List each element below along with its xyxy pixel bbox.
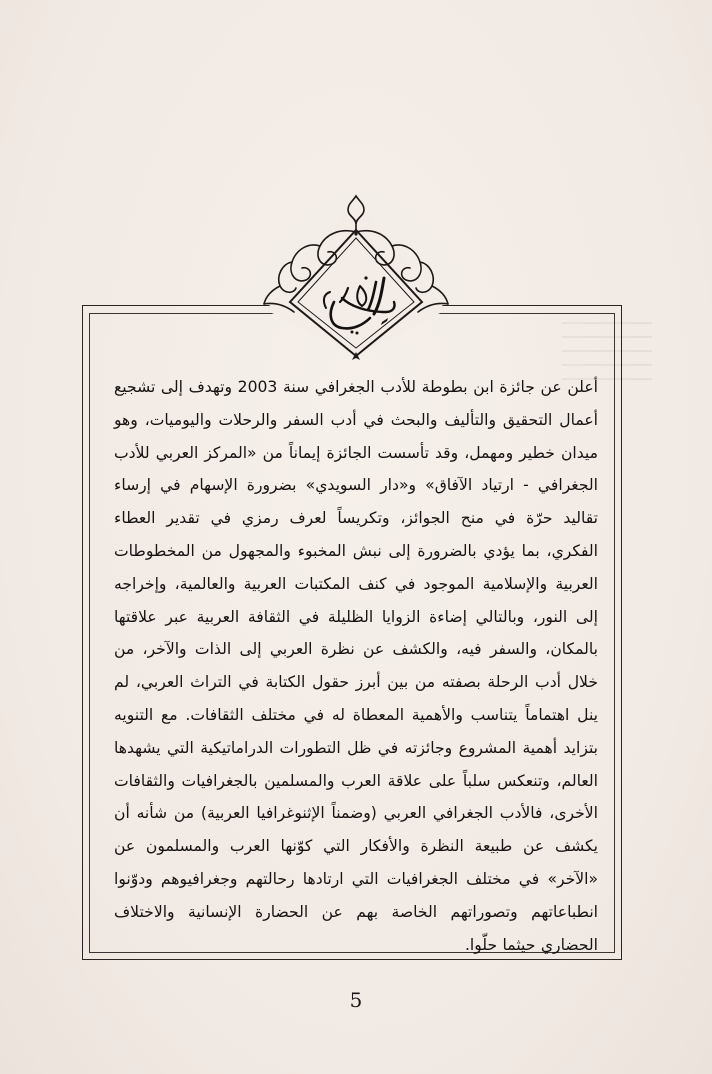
page-number: 5 xyxy=(349,988,363,1012)
arabesque-calligraphy-medallion-icon xyxy=(256,190,456,362)
intro-paragraph-text: أعلن عن جائزة ابن بطوطة للأدب الجغرافي سنة 2003 وتهدف إلى تشجيع أعمال التحقيق والتأليف والبحث في أدب السفر والرحلات واليوميات، وهو ميدان خطير ومهمل، وقد تأسست الجائزة إيماناً من «المركز العربي للأدب الجغرافي - ارتياد الآفاق» و«دار السويدي» بضرورة الإسهام في إرساء تقاليد حرّة في منح الجوائز، وتكريساً لعرف رمزي في تقدير العطاء الفكري، بما يؤدي بالضرورة إلى نبش المخبوء والمجهول من المخطوطات العربية والإسلامية الموجود في كنف المكتبات العربية والعالمية، وإخراجه إلى النور، وبالتالي إضاءة الزوايا الظليلة في الثقافة العربية عبر علاقتها بالمكان، والسفر فيه، والكشف عن نظرة العربي إلى الذات والآخر، من خلال أدب الرحلة بصفته من بين أبرز حقول الكتابة في التراث العربي، لم ينل اهتماماً يتناسب والأهمية المعطاة له في مختلف الثقافات. مع التنويه بتزايد أهمية المشروع وجائزته في ظل التطورات الدراماتيكية التي يشهدها العالم، وتنعكس سلباً على علاقة العرب والمسلمين بالجغرافيات والثقافات الأخرى، فالأدب الجغرافي العربي (وضمناً الإثنوغرافيا العربية) من شأنه أن يكشف عن طبيعة النظرة والأفكار التي كوّنها العرب والمسلمون عن «الآخر» في مختلف الجغرافيات التي ارتادها رحالتهم وجغرافيوهم ودوّنوا انطباعاتهم وتصوراتهم الخاصة بهم عن الحضارة الإنسانية والاختلاف الحضاري حيثما حلّوا. xyxy=(114,378,598,954)
intro-paragraph xyxy=(114,371,598,954)
